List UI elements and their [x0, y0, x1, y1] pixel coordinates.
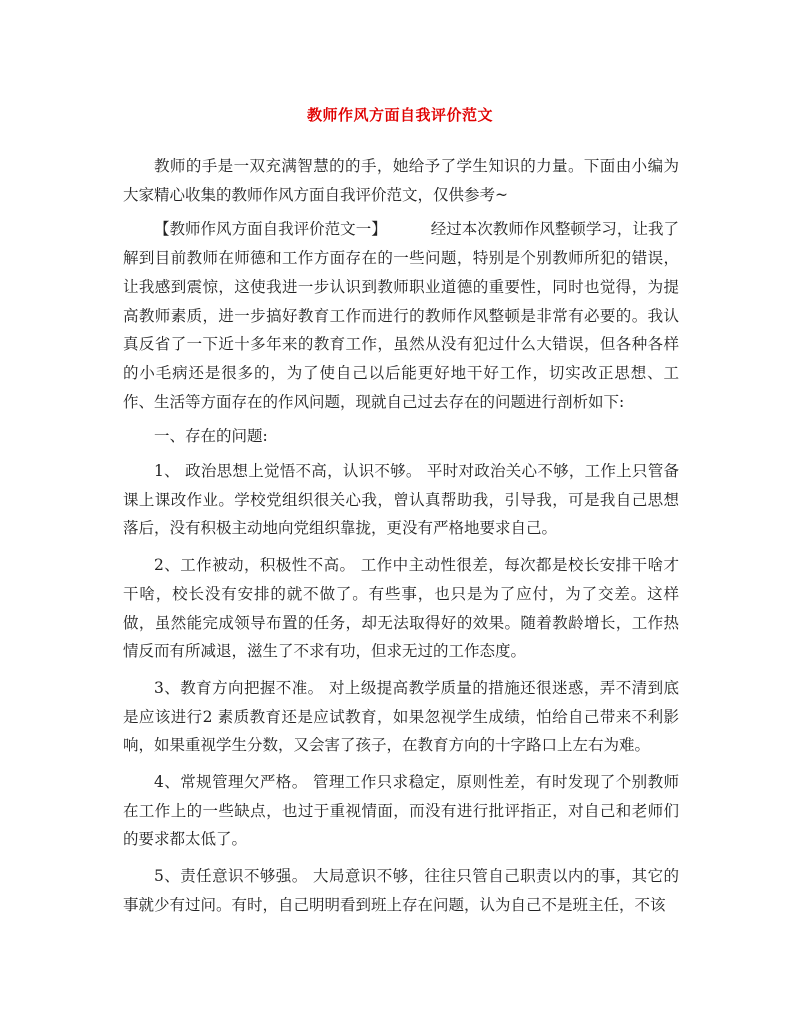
problem-item-2: 2、工作被动，积极性不高。 工作中主动性很差，每次都是校长安排干啥才干啥，校长没有安排的就不做了。有些事，也只是为了应付，为了交差。这样做，虽然能完成领导布置的任务，却无法取得好的效果。随着教龄增长，工作热情反而有所减退，滋生了不求有功，但求无过的工作态度。 — [123, 556, 679, 661]
section1-paragraph — [123, 215, 679, 416]
document-body — [123, 152, 679, 920]
section1-heading: 【教师作风方面自我评价范文一】 — [154, 220, 387, 239]
problem-item-4: 4、常规管理欠严格。 管理工作只求稳定，原则性差，有时发现了个别教师在工作上的一些缺点，也过于重视情面，而没有进行批评指正，对自己和老师们的要求都太低了。 — [123, 773, 679, 849]
document-title: 教师作风方面自我评价范文 — [306, 106, 493, 124]
problem-item-3: 3、教育方向把握不准。 对上级提高教学质量的措施还很迷惑，弄不清到底是应该进行2 素质教育还是应试教育，如果忽视学生成绩，怕给自己带来不利影响，如果重视学生分数，又会害了孩子，在教育方向的十字路口上左右为难。 — [123, 678, 679, 755]
intro-paragraph: 教师的手是一双充满智慧的的手，她给予了学生知识的力量。下面由小编为大家精心收集的教师作风方面自我评价范文，仅供参考~ — [123, 157, 679, 204]
problem-item-1: 1、 政治思想上觉悟不高，认识不够。 平时对政治关心不够，工作上只管备课上课改作业。学校党组织很关心我，曾认真帮助我，引导我，可是我自己思想落后，没有积极主动地向党组织靠拢，更没有严格地要求自己。 — [123, 462, 679, 538]
problem-item-5: 5、责任意识不够强。 大局意识不够，往往只管自己职责以内的事，其它的事就少有过问。有时，自己明明看到班上存在问题，认为自己不是班主任，不该 — [123, 867, 679, 914]
section1-body: 经过本次教师作风整顿学习，让我了解到目前教师在师德和工作方面存在的一些问题，特别是个别教师所犯的错误，让我感到震惊，这使我进一步认识到教师职业道德的重要性，同时也觉得，为提高教师素质，进一步搞好教育工作而进行的教师作风整顿是非常有必要的。我认真反省了一下近十多年来的教育工作，虽然从没有犯过什么大错误，但各种各样的小毛病还是很多的，为了使自己以后能更好地干好工作，切实改正思想、工作、生活等方面存在的作风问题，现就自己过去存在的问题进行剖析如下: — [123, 220, 679, 411]
problems-heading: 一、存在的问题: — [154, 427, 268, 446]
